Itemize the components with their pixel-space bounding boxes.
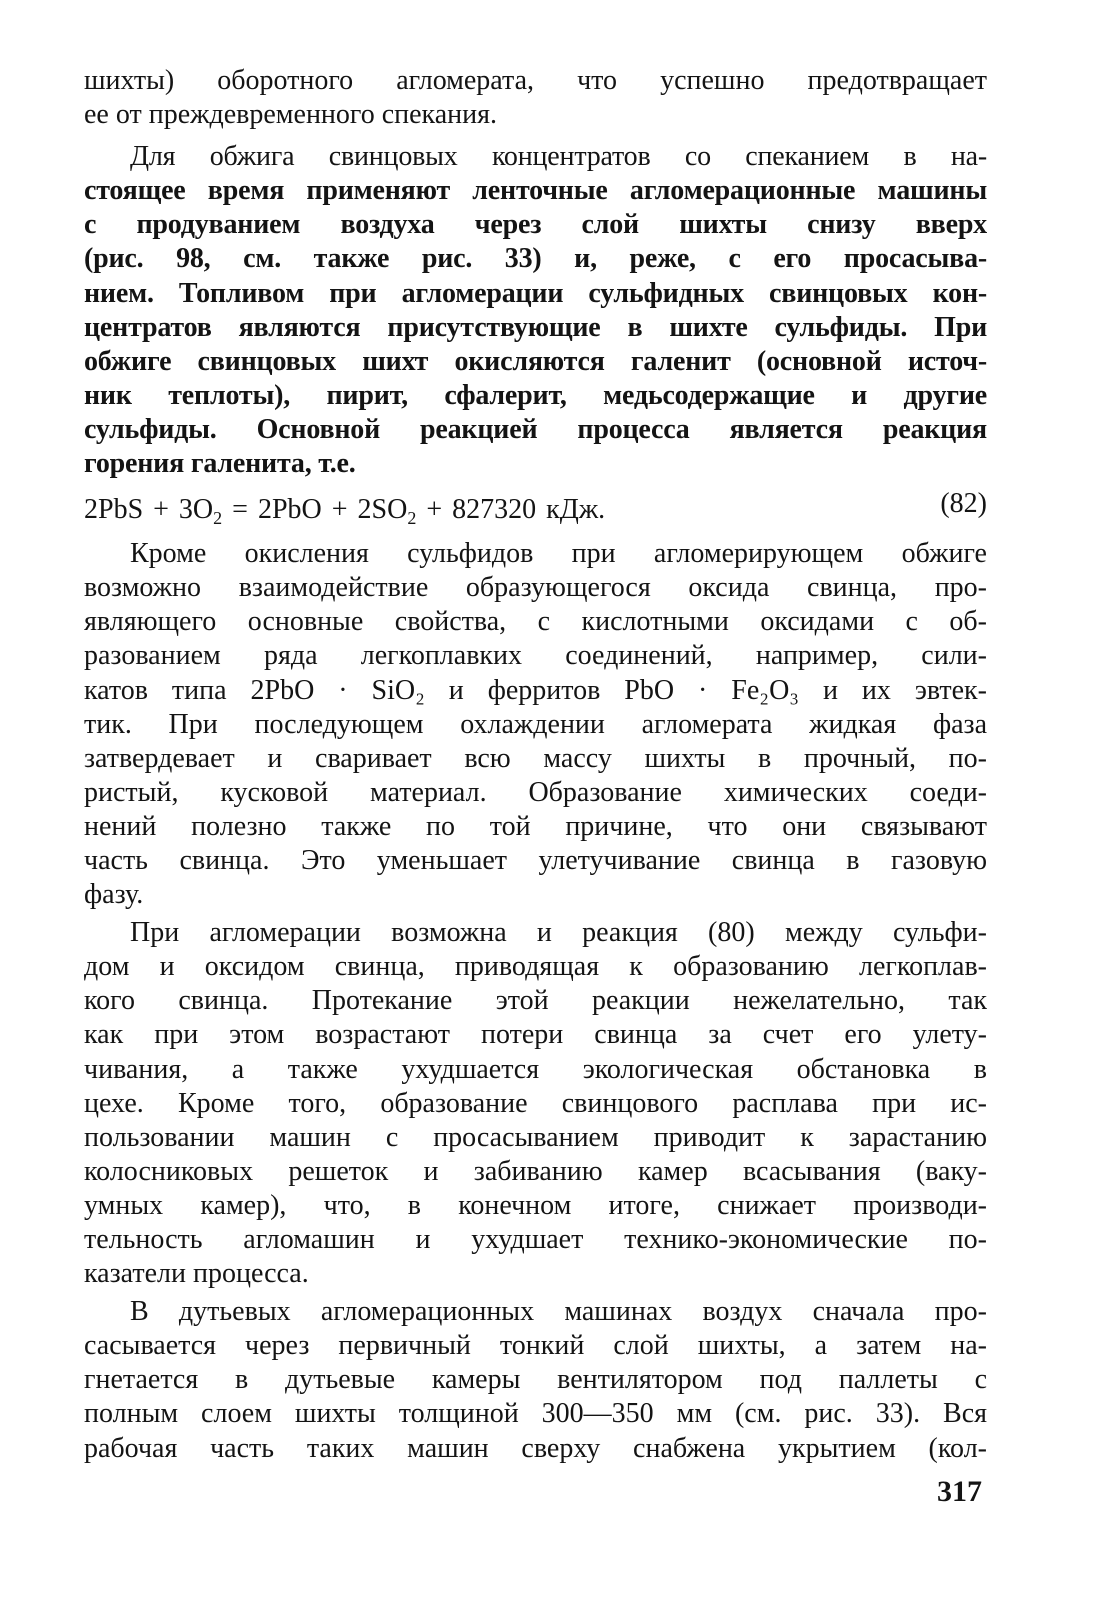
text-line: Кроме окисления сульфидов при агломерирующем обжиге (130, 538, 987, 570)
text-line: (рис. 98, см. также рис. 33) и, реже, с его просасыва- (84, 243, 987, 275)
text-line: умных камер), что, в конечном итоге, снижает производи- (84, 1189, 987, 1221)
equation-82 (84, 487, 987, 535)
paragraph-3 (84, 537, 987, 912)
text-line: стоящее время применяют ленточные агломерационные машины (84, 175, 987, 207)
text-line: ник теплоты), пирит, сфалерит, медьсодержащие и другие (84, 379, 987, 411)
text-line: катов типа 2PbO · SiO₂ и ферритов PbO · Fe₂O₃ и их эвтек- (84, 674, 987, 706)
paragraph-1 (84, 64, 987, 132)
equation-part: + 827320 кДж. (416, 494, 606, 526)
text-line: рабочая часть таких машин сверху снабжена укрытием (кол- (84, 1432, 987, 1464)
subscript: 2 (407, 508, 417, 529)
text-line: затвердевает и сваривает всю массу шихты в прочный, по- (84, 742, 987, 774)
text-line: с продуванием воздуха через слой шихты снизу вверх (84, 209, 987, 241)
text-line: обжиге свинцовых шихт окисляются галенит (основной источ- (84, 345, 987, 377)
text-line: разованием ряда легкоплавких соединений, например, сили- (84, 640, 987, 672)
text-line: часть свинца. Это уменьшает улетучивание свинца в газовую (84, 844, 987, 876)
text-line: ее от преждевременного спекания. (84, 99, 497, 131)
text-line: тик. При последующем охлаждении агломерата жидкая фаза (84, 708, 987, 740)
text-line: как при этом возрастают потери свинца за счет его улету- (84, 1019, 987, 1051)
text-line: казатели процесса. (84, 1258, 309, 1290)
text-line: кого свинца. Протекание этой реакции нежелательно, так (84, 985, 987, 1017)
text-line: являющего основные свойства, с кислотными оксидами с об- (84, 606, 987, 638)
text-line: нений полезно также по той причине, что они связывают (84, 810, 987, 842)
page-number: 317 (937, 1475, 982, 1508)
equation-part: = 2PbO + 2SO (222, 494, 408, 526)
equation-number: (82) (940, 488, 987, 520)
text-line: полным слоем шихты толщиной 300—350 мм (см. рис. 33). Вся (84, 1398, 987, 1430)
text-line: В дутьевых агломерационных машинах воздух сначала про- (130, 1296, 987, 1328)
text-line: колосниковых решеток и забиванию камер всасывания (ваку- (84, 1155, 987, 1187)
text-line: шихты) оборотного агломерата, что успешно предотвращает (84, 65, 987, 96)
text-line: центратов являются присутствующие в шихте сульфиды. При (84, 311, 987, 343)
text-line: сасывается через первичный тонкий слой шихты, а затем на- (84, 1330, 987, 1362)
text-line: нием. Топливом при агломерации сульфидных свинцовых кон- (84, 277, 987, 309)
text-line: ристый, кусковой материал. Образование химических соеди- (84, 776, 987, 808)
text-line: При агломерации возможна и реакция (80) между сульфи- (130, 917, 987, 949)
text-line: тельность агломашин и ухудшает технико-экономические по- (84, 1224, 987, 1255)
paragraph-5 (84, 1295, 987, 1465)
text-line: горения галенита, т.е. (84, 448, 356, 480)
text-line: гнетается в дутьевые камеры вентилятором под паллеты с (84, 1364, 987, 1396)
text-line: сульфиды. Основной реакцией процесса является реакция (84, 413, 987, 445)
equation-part: 2PbS + 3O (84, 494, 214, 526)
page-body (84, 64, 987, 1466)
text-line: чивания, а также ухудшается экологическая обстановка в (84, 1053, 987, 1085)
text-line: возможно взаимодействие образующегося оксида свинца, про- (84, 572, 987, 604)
text-line: пользовании машин с просасыванием приводит к зарастанию (84, 1121, 987, 1153)
text-line: Для обжига свинцовых концентратов со спеканием в на- (130, 141, 987, 173)
equation-expression (84, 493, 605, 527)
text-line: фазу. (84, 879, 144, 911)
subscript: 2 (213, 508, 223, 529)
text-line: цехе. Кроме того, образование свинцового расплава при ис- (84, 1087, 987, 1119)
paragraph-2 (84, 140, 987, 481)
paragraph-4 (84, 916, 987, 1291)
text-line: дом и оксидом свинца, приводящая к образованию легкоплав- (84, 951, 987, 983)
